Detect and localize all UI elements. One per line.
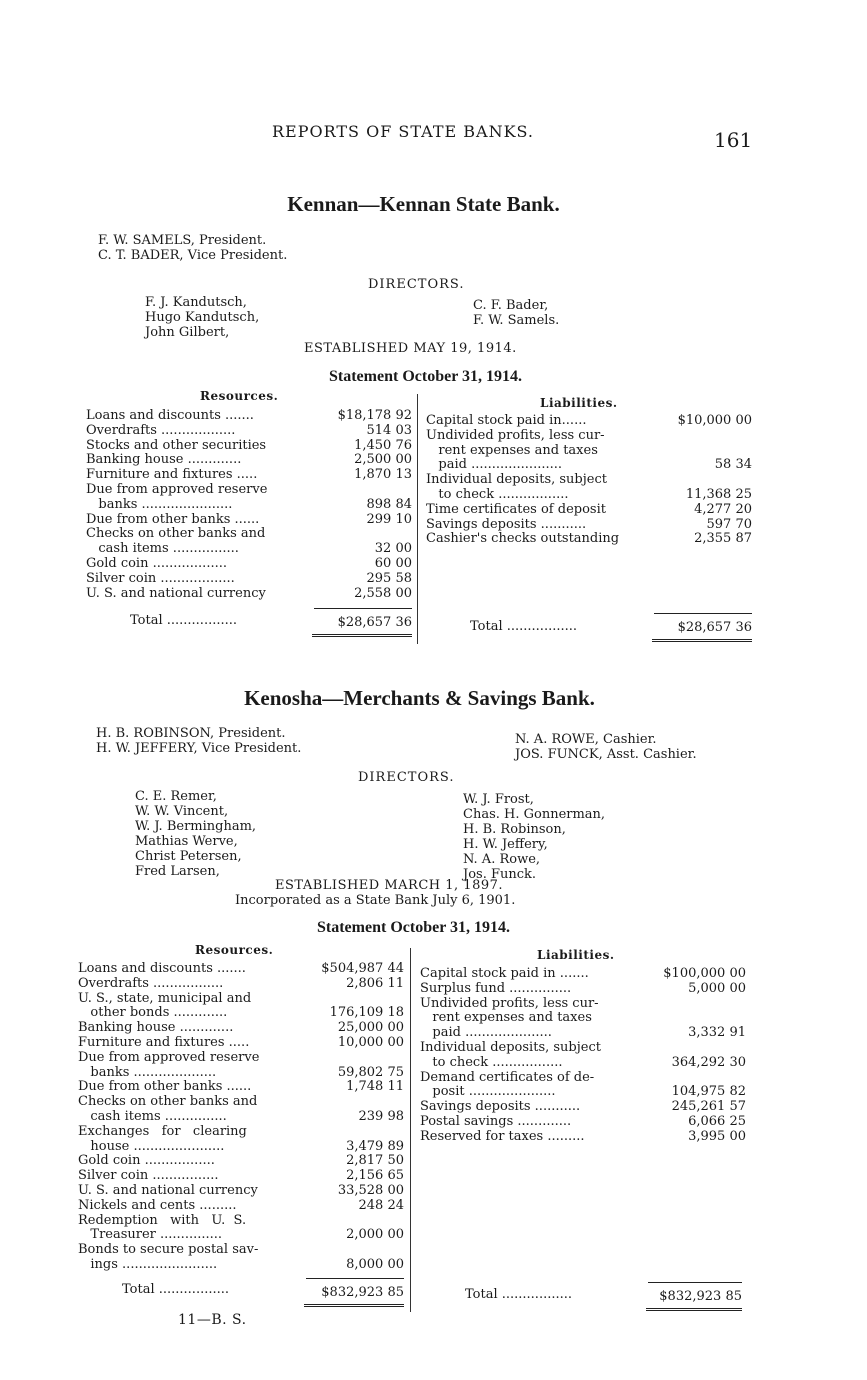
resource-row <box>86 572 412 587</box>
row-label: banks ...................... <box>86 496 233 512</box>
row-amount: 1,450 76 <box>354 437 412 453</box>
row-label: Due from approved reserve <box>78 1049 260 1065</box>
row-label: to check ................. <box>420 1054 563 1070</box>
row-amount: 248 24 <box>358 1197 404 1213</box>
row-label: other bonds ............. <box>78 1005 228 1021</box>
row-label: Savings deposits ........... <box>420 1099 581 1115</box>
liability-row <box>426 429 752 444</box>
row-label: Due from approved reserve <box>86 481 268 497</box>
liability-row <box>420 967 746 982</box>
row-label: Banking house ............. <box>78 1020 234 1036</box>
row-label: Checks on other banks and <box>78 1094 258 1110</box>
director-name: Christ Petersen, <box>135 849 242 864</box>
double-rule <box>312 634 412 637</box>
liabilities-heading-kennan: Liabilities. <box>540 396 618 410</box>
row-amount: 245,261 57 <box>671 1099 746 1115</box>
row-amount: $18,178 92 <box>337 408 412 423</box>
bank-title-kenosha: Kenosha—Merchants & Savings Bank. <box>244 686 595 710</box>
row-label: U. S. and national currency <box>86 585 266 601</box>
director-name: W. J. Bermingham, <box>135 819 257 834</box>
row-label: cash items ................ <box>86 541 239 557</box>
resource-row <box>78 1140 404 1155</box>
row-amount: $100,000 00 <box>663 966 746 981</box>
liability-row <box>426 488 752 503</box>
liability-row <box>420 997 746 1012</box>
liability-row <box>420 1130 746 1145</box>
resource-row <box>78 1243 404 1258</box>
director-name: W. J. Frost, <box>463 792 534 807</box>
resource-row <box>78 1184 404 1199</box>
resource-row <box>78 977 404 992</box>
row-label: Treasurer ............... <box>78 1227 223 1243</box>
row-label: Redemption with U. S. <box>78 1212 247 1228</box>
liabilities-list-kenosha <box>420 967 746 1145</box>
row-amount: 364,292 30 <box>671 1054 746 1070</box>
row-label: Loans and discounts ....... <box>86 408 254 423</box>
row-label: Loans and discounts ....... <box>78 961 246 976</box>
row-amount: 239 98 <box>358 1108 404 1124</box>
row-amount: 59,802 75 <box>337 1064 404 1080</box>
liability-row <box>426 532 752 547</box>
resources-list-kennan <box>86 409 412 601</box>
row-amount: 3,332 91 <box>688 1025 746 1041</box>
resource-row <box>86 409 412 424</box>
director-name: H. W. Jeffery, <box>463 837 548 852</box>
total-label-resources-kenosha: Total ................. <box>122 1282 230 1297</box>
resource-row <box>78 1228 404 1243</box>
resource-row <box>78 962 404 977</box>
row-label: Overdrafts ................. <box>78 975 224 991</box>
row-label: Capital stock paid in...... <box>426 413 587 428</box>
total-liabilities-kennan: $28,657 36 <box>677 620 752 635</box>
resource-row <box>86 468 412 483</box>
director-name: Hugo Kandutsch, <box>145 310 260 325</box>
row-label: Due from other banks ...... <box>86 511 260 527</box>
row-amount: 514 03 <box>366 422 412 438</box>
resource-row <box>78 1021 404 1036</box>
director-name: Fred Larsen, <box>135 864 220 879</box>
officer-line: H. B. ROBINSON, President. <box>96 726 286 741</box>
row-amount: 58 34 <box>714 457 752 473</box>
footer-signature: 11—B. S. <box>178 1312 247 1328</box>
row-amount: 104,975 82 <box>671 1084 746 1100</box>
resource-row <box>78 1066 404 1081</box>
row-label: paid ..................... <box>420 1025 552 1041</box>
row-label: Stocks and other securities <box>86 437 267 453</box>
row-amount: $504,987 44 <box>321 961 404 976</box>
directors-left-kennan <box>145 295 259 340</box>
row-amount: 2,500 00 <box>354 452 412 468</box>
resource-row <box>86 439 412 454</box>
resource-row <box>78 1258 404 1273</box>
row-amount: 2,000 00 <box>346 1227 404 1243</box>
row-amount: 295 58 <box>366 570 412 586</box>
officer-line: H. W. JEFFERY, Vice President. <box>96 741 302 756</box>
resource-row <box>86 542 412 557</box>
row-label: Surplus fund ............... <box>420 980 572 996</box>
row-label: Due from other banks ...... <box>78 1079 252 1095</box>
row-amount: 6,066 25 <box>688 1113 746 1129</box>
resource-row <box>86 498 412 513</box>
total-liabilities-kenosha: $832,923 85 <box>659 1289 742 1304</box>
officer-line: C. T. BADER, Vice President. <box>98 248 288 263</box>
director-name: N. A. Rowe, <box>463 852 541 867</box>
director-name: John Gilbert, <box>145 325 230 340</box>
resource-row <box>86 424 412 439</box>
row-amount: 60 00 <box>374 555 412 571</box>
row-amount: 32 00 <box>374 541 412 557</box>
row-amount: 8,000 00 <box>346 1256 404 1272</box>
liability-row <box>420 1071 746 1086</box>
total-label-resources-kennan: Total ................. <box>130 613 238 628</box>
resource-row <box>86 513 412 528</box>
resource-row <box>86 587 412 602</box>
row-label: U. S., state, municipal and <box>78 990 252 1006</box>
row-label: Reserved for taxes ......... <box>420 1128 585 1144</box>
resource-row <box>78 1080 404 1095</box>
resource-row <box>78 1095 404 1110</box>
row-label: Savings deposits ........... <box>426 516 587 532</box>
row-amount: 2,156 65 <box>346 1168 404 1184</box>
total-resources-kennan: $28,657 36 <box>337 615 412 630</box>
directors-heading-kennan: DIRECTORS. <box>368 277 465 292</box>
officers-kennan <box>98 233 287 263</box>
liability-row <box>420 1085 746 1100</box>
liability-row <box>420 1041 746 1056</box>
row-label: Checks on other banks and <box>86 526 266 542</box>
statement-heading-kennan: Statement October 31, 1914. <box>329 368 522 385</box>
directors-left-kenosha <box>135 789 256 879</box>
row-label: Furniture and fixtures ..... <box>78 1034 250 1050</box>
row-amount: $10,000 00 <box>677 413 752 428</box>
resource-row <box>78 1110 404 1125</box>
row-label: Individual deposits, subject <box>426 472 607 488</box>
row-label: Silver coin .................. <box>86 570 235 586</box>
liability-row <box>420 1026 746 1041</box>
sum-rule <box>306 1278 404 1279</box>
liabilities-list-kennan <box>426 414 752 547</box>
double-rule <box>304 1304 404 1307</box>
director-name: Mathias Werve, <box>135 834 238 849</box>
established-kennan: ESTABLISHED MAY 19, 1914. <box>304 341 517 356</box>
row-label: Bonds to secure postal sav- <box>78 1242 259 1258</box>
director-name: W. W. Vincent, <box>135 804 229 819</box>
row-amount: 5,000 00 <box>688 980 746 996</box>
row-amount: 2,355 87 <box>694 531 752 547</box>
liability-row <box>420 1056 746 1071</box>
resource-row <box>78 1006 404 1021</box>
row-label: Demand certificates of de- <box>420 1069 595 1085</box>
liability-row <box>426 414 752 429</box>
directors-heading-kenosha: DIRECTORS. <box>358 770 455 785</box>
liability-row <box>420 1100 746 1115</box>
row-amount: 3,479 89 <box>346 1138 404 1154</box>
row-label: Exchanges for clearing <box>78 1123 247 1139</box>
director-name: Jos. Funck. <box>463 867 537 882</box>
row-amount: 299 10 <box>366 511 412 527</box>
row-amount: 3,995 00 <box>688 1128 746 1144</box>
column-divider <box>410 948 411 1312</box>
liability-row <box>426 444 752 459</box>
liability-row <box>420 1115 746 1130</box>
row-label: banks .................... <box>78 1064 217 1080</box>
officer-line: N. A. ROWE, Cashier. <box>515 732 657 747</box>
row-label: Gold coin .................. <box>86 555 227 571</box>
row-amount: 2,817 50 <box>346 1153 404 1169</box>
officers-left-kenosha <box>96 726 301 756</box>
director-name: Chas. H. Gonnerman, <box>463 807 606 822</box>
double-rule <box>646 1308 742 1311</box>
row-amount: 4,277 20 <box>694 501 752 517</box>
row-amount: 2,806 11 <box>346 975 404 991</box>
resource-row <box>78 992 404 1007</box>
row-label: Nickels and cents ......... <box>78 1197 237 1213</box>
resource-row <box>86 527 412 542</box>
total-label-liabilities-kenosha: Total ................. <box>465 1287 573 1302</box>
double-rule <box>652 639 752 642</box>
row-label: Gold coin ................. <box>78 1153 215 1169</box>
statement-heading-kenosha: Statement October 31, 1914. <box>317 919 510 936</box>
row-label: rent expenses and taxes <box>420 1010 592 1026</box>
row-amount: 2,558 00 <box>354 585 412 601</box>
row-label: cash items ............... <box>78 1108 227 1124</box>
resource-row <box>78 1169 404 1184</box>
row-amount: 176,109 18 <box>329 1005 404 1021</box>
row-label: Cashier's checks outstanding <box>426 531 620 547</box>
director-name: F. J. Kandutsch, <box>145 295 247 310</box>
total-resources-kenosha: $832,923 85 <box>321 1285 404 1300</box>
resource-row <box>86 557 412 572</box>
sum-rule <box>648 1282 742 1283</box>
running-head: REPORTS OF STATE BANKS. <box>272 122 535 141</box>
resources-heading-kennan: Resources. <box>200 389 279 403</box>
page-number: 161 <box>714 128 753 152</box>
director-name: C. F. Bader, <box>473 298 549 313</box>
liabilities-heading-kenosha: Liabilities. <box>537 948 615 962</box>
row-label: Postal savings ............. <box>420 1113 572 1129</box>
column-divider <box>417 394 418 644</box>
resource-row <box>78 1199 404 1214</box>
director-name: H. B. Robinson, <box>463 822 566 837</box>
liability-row <box>420 982 746 997</box>
resource-row <box>78 1214 404 1229</box>
sum-rule <box>314 608 412 609</box>
liability-row <box>426 503 752 518</box>
row-label: ings ....................... <box>78 1256 218 1272</box>
total-label-liabilities-kennan: Total ................. <box>470 619 578 634</box>
resources-heading-kenosha: Resources. <box>195 943 274 957</box>
row-label: Silver coin ................ <box>78 1168 219 1184</box>
bank-title-kennan: Kennan—Kennan State Bank. <box>287 192 560 216</box>
row-label: posit ..................... <box>420 1084 556 1100</box>
row-label: Undivided profits, less cur- <box>420 995 599 1011</box>
row-label: rent expenses and taxes <box>426 442 598 458</box>
resource-row <box>78 1125 404 1140</box>
row-amount: 25,000 00 <box>337 1020 404 1036</box>
resource-row <box>86 483 412 498</box>
row-label: U. S. and national currency <box>78 1182 258 1198</box>
directors-right-kenosha <box>463 792 605 882</box>
row-amount: 1,748 11 <box>346 1079 404 1095</box>
director-name: F. W. Samels. <box>473 313 560 328</box>
row-amount: 11,368 25 <box>685 486 752 502</box>
resource-row <box>78 1051 404 1066</box>
incorporated-kenosha: Incorporated as a State Bank July 6, 1901. <box>235 893 516 908</box>
officers-right-kenosha <box>515 732 697 762</box>
directors-right-kennan <box>473 298 559 328</box>
row-label: house ...................... <box>78 1138 225 1154</box>
director-name: C. E. Remer, <box>135 789 217 804</box>
resource-row <box>78 1154 404 1169</box>
resource-row <box>78 1036 404 1051</box>
row-label: Undivided profits, less cur- <box>426 427 605 443</box>
row-label: Overdrafts .................. <box>86 422 236 438</box>
liability-row <box>420 1011 746 1026</box>
row-label: Furniture and fixtures ..... <box>86 467 258 483</box>
row-amount: 33,528 00 <box>337 1182 404 1198</box>
row-label: Time certificates of deposit <box>426 501 606 517</box>
row-label: Capital stock paid in ....... <box>420 966 589 981</box>
row-label: Individual deposits, subject <box>420 1039 601 1055</box>
sum-rule <box>654 613 752 614</box>
liability-row <box>426 473 752 488</box>
row-label: Banking house ............. <box>86 452 242 468</box>
row-label: to check ................. <box>426 486 569 502</box>
officer-line: JOS. FUNCK, Asst. Cashier. <box>515 747 697 762</box>
resources-list-kenosha <box>78 962 404 1273</box>
officer-line: F. W. SAMELS, President. <box>98 233 267 248</box>
liability-row <box>426 458 752 473</box>
row-amount: 597 70 <box>706 516 752 532</box>
liability-row <box>426 518 752 533</box>
row-amount: 10,000 00 <box>337 1034 404 1050</box>
row-label: paid ...................... <box>426 457 562 473</box>
established-kenosha: ESTABLISHED MARCH 1, 1897. <box>275 878 504 893</box>
row-amount: 898 84 <box>366 496 412 512</box>
resource-row <box>86 453 412 468</box>
row-amount: 1,870 13 <box>354 467 412 483</box>
